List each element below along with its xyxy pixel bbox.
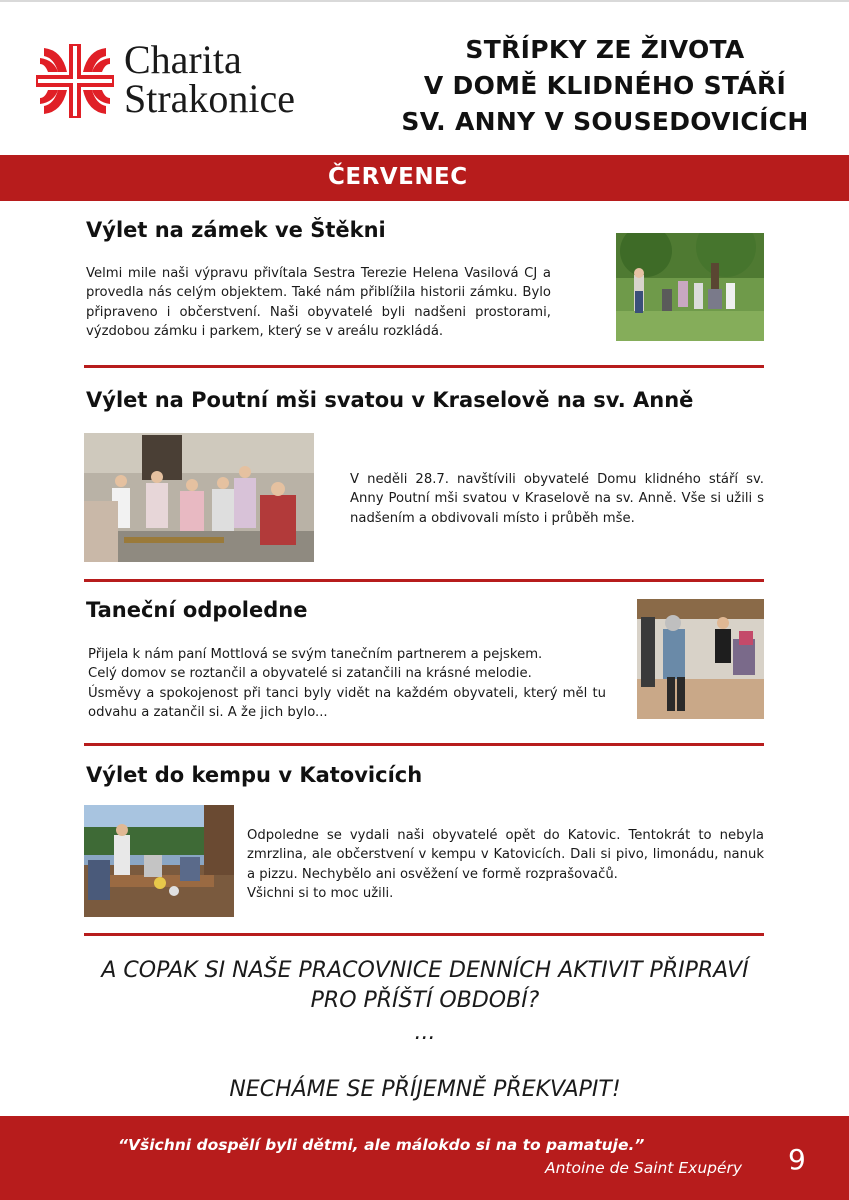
section-divider-3 <box>84 743 764 746</box>
closing-ellipsis: ... <box>414 1020 436 1045</box>
section-4-paragraph: Odpoledne se vydali naši obyvatelé opět do Katovic. Tentokrát to nebyla zmrzlina, ale občerstvení v kempu v Katovicích. Dali si pivo, limonádu, nanuk a pizzu. Nechybělo ani osvěžení ve formě rozprašovačů. <box>247 828 764 882</box>
closing-line-2: PRO PŘÍŠTÍ OBDOBÍ? <box>310 988 540 1013</box>
section-2-title: Výlet na Poutní mši svatou v Kraselově na sv. Anně <box>86 388 694 412</box>
page-footer <box>0 1116 849 1200</box>
photo-katovice-camp <box>84 805 234 917</box>
charita-logo <box>36 37 326 122</box>
page-number: 9 <box>788 1143 806 1176</box>
section-divider-4 <box>84 933 764 936</box>
section-3-text <box>88 645 606 723</box>
section-4-title: Výlet do kempu v Katovicích <box>86 763 423 787</box>
section-1-title: Výlet na zámek ve Štěkni <box>86 218 386 242</box>
closing-statement: NECHÁME SE PŘÍJEMNĚ PŘEKVAPIT! <box>229 1077 621 1102</box>
photo-dance-afternoon <box>637 599 764 719</box>
title-line-3: SV. ANNY V SOUSEDOVICÍCH <box>401 107 809 136</box>
logo-line-2: Strakonice <box>124 76 296 121</box>
footer-quote-author: Antoine de Saint Exupéry <box>545 1159 743 1177</box>
photo-pilgrimage-mass <box>84 433 314 562</box>
title-line-1: STŘÍPKY ZE ŽIVOTA <box>465 35 745 64</box>
month-banner <box>0 155 849 201</box>
section-3-line-2: Celý domov se roztančil a obyvatelé si zatančili na krásné melodie. <box>88 666 532 682</box>
charita-cross-icon <box>36 44 114 118</box>
footer-quote: “Všichni dospělí byli dětmi, ale málokdo si na to pamatuje.” <box>118 1136 645 1154</box>
section-divider-1 <box>84 365 764 368</box>
section-3-line-3: Úsměvy a spokojenost při tanci byly vidět na každém obyvateli, který měl tu odvahu a zatančil si. A že jich bylo... <box>88 685 606 721</box>
section-1-text: Velmi mile naši výpravu přivítala Sestra Terezie Helena Vasilová CJ a provedla nás celým objektem. Také nám přiblížila historii zámku. Bylo připraveno i občerstvení. Naši obyvatelé byli nadšeni prostorami, výzdobou zámku i parkem, který se v areálu rozkládá. <box>86 266 551 340</box>
closing-question <box>60 956 790 1016</box>
section-4-paragraph-2: Všichni si to moc užili. <box>247 886 394 902</box>
photo-castle-park <box>616 233 764 341</box>
section-3-title: Taneční odpoledne <box>86 598 308 622</box>
section-divider-2 <box>84 579 764 582</box>
page-title <box>380 32 830 140</box>
logo-wordmark <box>124 37 296 121</box>
section-4-text <box>247 826 764 904</box>
section-2-text: V neděli 28.7. navštívili obyvatelé Domu klidného stáří sv. Anny Poutní mši svatou v Kraselově na sv. Anně. Vše si užili s nadšením a obdivovali místo i průběh mše. <box>350 472 764 526</box>
month-label: ČERVENEC <box>328 164 468 190</box>
logo-line-1: Charita <box>124 37 242 82</box>
page-header <box>0 0 849 155</box>
title-line-2: V DOMĚ KLIDNÉHO STÁŘÍ <box>423 71 787 100</box>
closing-line-1: A COPAK SI NAŠE PRACOVNICE DENNÍCH AKTIVIT PŘIPRAVÍ <box>101 958 749 983</box>
section-3-line-1: Přijela k nám paní Mottlová se svým tanečním partnerem a pejskem. <box>88 647 543 662</box>
